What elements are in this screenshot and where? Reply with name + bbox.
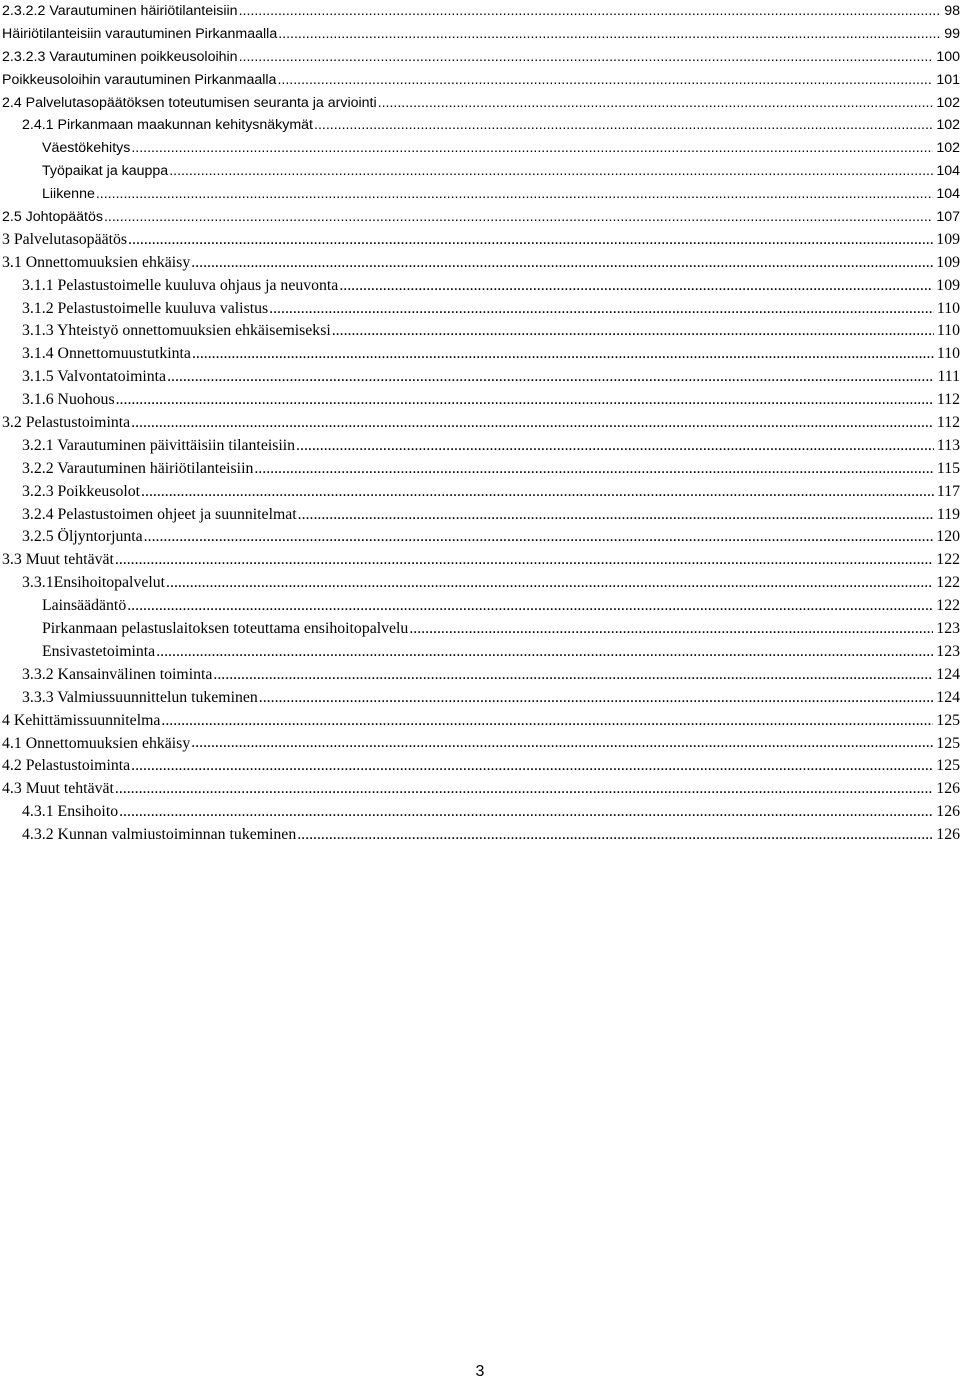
dot-leader <box>161 710 933 733</box>
toc-entry-page-number: 115 <box>936 459 960 477</box>
toc-entry-title: 2.3.2.3 Varautuminen poikkeusoloihin <box>2 48 238 65</box>
toc-entry[interactable] <box>0 343 960 366</box>
toc-entry-page-number: 125 <box>936 711 960 729</box>
page-number: 3 <box>475 1363 485 1380</box>
toc-entry-page-number: 123 <box>936 642 960 660</box>
toc-entry-page-number: 126 <box>936 803 960 821</box>
toc-entry[interactable] <box>0 755 960 778</box>
toc-entry-title: Lainsäädäntö <box>42 597 127 615</box>
toc-entry-page-number: 123 <box>936 620 960 638</box>
toc-entry-title: 3.3.1Ensihoitopalvelut <box>22 574 166 592</box>
toc-entry-page-number: 104 <box>936 186 960 203</box>
toc-entry[interactable] <box>0 69 960 92</box>
dot-leader <box>128 229 933 252</box>
toc-entry-page-number: 117 <box>936 482 960 500</box>
toc-entry[interactable] <box>0 275 960 298</box>
dot-leader <box>254 458 934 481</box>
toc-entry-title: 3.1 Onnettomuuksien ehkäisy <box>2 253 191 271</box>
toc-entry[interactable] <box>0 526 960 549</box>
toc-entry[interactable] <box>0 710 960 733</box>
toc-entry[interactable] <box>0 481 960 504</box>
toc-entry-title: 3.2.4 Pelastustoimen ohjeet ja suunnitelmat <box>22 505 297 523</box>
toc-entry-title: 4.3 Muut tehtävät <box>2 780 114 798</box>
dot-leader <box>192 343 934 366</box>
toc-entry[interactable] <box>0 618 960 641</box>
dot-leader <box>116 389 934 412</box>
toc-entry[interactable] <box>0 687 960 710</box>
toc-entry[interactable] <box>0 206 960 229</box>
dot-leader <box>169 160 933 183</box>
toc-entry-title: 3.1.6 Nuohous <box>22 391 115 409</box>
toc-entry-title: 4.1 Onnettomuuksien ehkäisy <box>2 734 191 752</box>
dot-leader <box>339 275 933 298</box>
toc-entry-title: 4.2 Pelastustoiminta <box>2 757 131 775</box>
dot-leader <box>213 664 933 687</box>
toc-entry[interactable] <box>0 412 960 435</box>
toc-entry-title: 3.2.2 Varautuminen häiriötilanteisiin <box>22 459 254 477</box>
toc-entry-title: Ensivastetoiminta <box>42 642 156 660</box>
dot-leader <box>156 641 933 664</box>
toc-entry-page-number: 109 <box>936 253 960 271</box>
toc-entry-page-number: 104 <box>936 163 960 180</box>
dot-leader <box>166 572 933 595</box>
toc-entry-page-number: 98 <box>944 3 960 19</box>
toc-entry-page-number: 125 <box>936 734 960 752</box>
dot-leader <box>96 183 933 206</box>
toc-entry-title: 3 Palvelutasopäätös <box>2 230 128 248</box>
dot-leader <box>167 366 934 389</box>
toc-entry-page-number: 110 <box>936 345 960 363</box>
toc-entry[interactable] <box>0 435 960 458</box>
dot-leader <box>131 137 933 160</box>
dot-leader <box>259 687 934 710</box>
toc-entry[interactable] <box>0 572 960 595</box>
toc-entry-page-number: 120 <box>936 528 960 546</box>
toc-entry-page-number: 126 <box>936 780 960 798</box>
toc-entry-title: 4.3.1 Ensihoito <box>22 803 119 821</box>
toc-entry-page-number: 126 <box>936 826 960 844</box>
dot-leader <box>296 435 934 458</box>
toc-entry-title: 3.1.3 Yhteistyö onnettomuuksien ehkäisemiseksi <box>22 322 331 340</box>
dot-leader <box>298 504 934 527</box>
toc-entry[interactable] <box>0 46 960 69</box>
toc-entry-page-number: 122 <box>936 597 960 615</box>
toc-entry-page-number: 124 <box>936 688 960 706</box>
toc-entry-page-number: 99 <box>944 25 960 42</box>
toc-entry-page-number: 109 <box>936 230 960 248</box>
toc-entry-page-number: 122 <box>936 574 960 592</box>
toc-entry-title: 2.4 Palvelutasopäätöksen toteutumisen seuranta ja arviointi <box>2 94 377 111</box>
toc-entry[interactable] <box>0 0 960 23</box>
toc-entry[interactable] <box>0 183 960 206</box>
toc-entry-title: Työpaikat ja kauppa <box>42 163 169 180</box>
dot-leader <box>141 481 934 504</box>
toc-entry-page-number: 125 <box>936 757 960 775</box>
toc-entry-title: 2.5 Johtopäätös <box>2 209 103 226</box>
toc-entry-page-number: 110 <box>936 322 960 340</box>
toc-entry-title: 4.3.2 Kunnan valmiustoiminnan tukeminen <box>22 826 297 844</box>
toc-entry[interactable] <box>0 252 960 275</box>
toc-entry-title: 3.1.2 Pelastustoimelle kuuluva valistus <box>22 299 269 317</box>
toc-entry[interactable] <box>0 778 960 801</box>
dot-leader <box>119 801 933 824</box>
toc-entry[interactable] <box>0 733 960 756</box>
toc-entry-page-number: 100 <box>936 48 960 65</box>
dot-leader <box>144 526 934 549</box>
toc-entry-page-number: 119 <box>936 505 960 523</box>
toc-entry-page-number: 107 <box>936 209 960 226</box>
toc-entry[interactable] <box>0 137 960 160</box>
toc-entry[interactable] <box>0 114 960 137</box>
dot-leader <box>127 595 933 618</box>
toc-entry-title: 2.4.1 Pirkanmaan maakunnan kehitysnäkymät <box>22 117 314 134</box>
toc-entry[interactable] <box>0 595 960 618</box>
toc-entry-title: 3.2 Pelastustoiminta <box>2 414 131 432</box>
toc-entry-title: 4 Kehittämissuunnitelma <box>2 711 161 729</box>
toc-entry-title: 3.1.5 Valvontatoiminta <box>22 368 167 386</box>
dot-leader <box>191 733 933 756</box>
toc-entry-title: 3.3 Muut tehtävät <box>2 551 114 569</box>
toc-entry-page-number: 102 <box>936 117 960 134</box>
dot-leader <box>269 298 934 321</box>
toc-entry-title: 2.3.2.2 Varautuminen häiriötilanteisiin <box>2 3 238 19</box>
dot-leader <box>409 618 933 641</box>
toc-entry-page-number: 102 <box>936 94 960 111</box>
toc-entry-title: 3.2.3 Poikkeusolot <box>22 482 141 500</box>
dot-leader <box>191 252 933 275</box>
toc-entry[interactable] <box>0 801 960 824</box>
dot-leader <box>297 824 933 847</box>
dot-leader <box>278 23 941 46</box>
toc-entry[interactable] <box>0 23 960 46</box>
toc-entry-title: Väestökehitys <box>42 140 131 157</box>
toc-entry[interactable] <box>0 389 960 412</box>
toc-entry[interactable] <box>0 92 960 115</box>
toc-entry-page-number: 111 <box>937 368 960 386</box>
dot-leader <box>115 549 933 572</box>
toc-entry[interactable] <box>0 229 960 252</box>
dot-leader <box>378 92 934 115</box>
toc-entry-title: Pirkanmaan pelastuslaitoksen toteuttama ensihoitopalvelu <box>42 620 409 638</box>
toc-entry-title: 3.3.3 Valmiussuunnittelun tukeminen <box>22 688 258 706</box>
dot-leader <box>239 0 942 23</box>
dot-leader <box>115 778 933 801</box>
toc-entry[interactable] <box>0 160 960 183</box>
toc-entry-title: 3.1.4 Onnettomuustutkinta <box>22 345 191 363</box>
dot-leader <box>131 412 934 435</box>
toc-entry[interactable] <box>0 549 960 572</box>
toc-entry[interactable] <box>0 366 960 389</box>
toc-entry[interactable] <box>0 504 960 527</box>
toc-entry[interactable] <box>0 641 960 664</box>
dot-leader <box>332 320 934 343</box>
dot-leader <box>131 755 933 778</box>
toc-entry-page-number: 109 <box>936 276 960 294</box>
toc-entry-title: 3.1.1 Pelastustoimelle kuuluva ohjaus ja neuvonta <box>22 276 339 294</box>
toc-entry-title: Häiriötilanteisiin varautuminen Pirkanmaalla <box>2 25 278 42</box>
dot-leader <box>239 46 934 69</box>
toc-entry-title: 3.3.2 Kansainvälinen toiminta <box>22 665 213 683</box>
dot-leader <box>277 69 933 92</box>
toc-entry[interactable] <box>0 664 960 687</box>
toc-entry[interactable] <box>0 458 960 481</box>
toc-entry-page-number: 102 <box>936 140 960 157</box>
toc-entry[interactable] <box>0 824 960 847</box>
toc-entry-title: Poikkeusoloihin varautuminen Pirkanmaalla <box>2 71 277 88</box>
toc-entry[interactable] <box>0 298 960 321</box>
toc-entry-page-number: 112 <box>936 391 960 409</box>
toc-entry-page-number: 124 <box>936 665 960 683</box>
dot-leader <box>104 206 933 229</box>
toc-entry-page-number: 113 <box>936 436 960 454</box>
toc-entry-page-number: 101 <box>936 71 960 88</box>
toc-entry[interactable] <box>0 320 960 343</box>
toc-entry-page-number: 122 <box>936 551 960 569</box>
toc-entry-title: 3.2.1 Varautuminen päivittäisiin tilanteisiin <box>22 436 296 454</box>
dot-leader <box>314 114 933 137</box>
toc-entry-title: Liikenne <box>42 186 95 203</box>
toc-entry-page-number: 110 <box>936 299 960 317</box>
toc-entry-title: 3.2.5 Öljyntorjunta <box>22 528 143 546</box>
toc-entry-page-number: 112 <box>936 414 960 432</box>
